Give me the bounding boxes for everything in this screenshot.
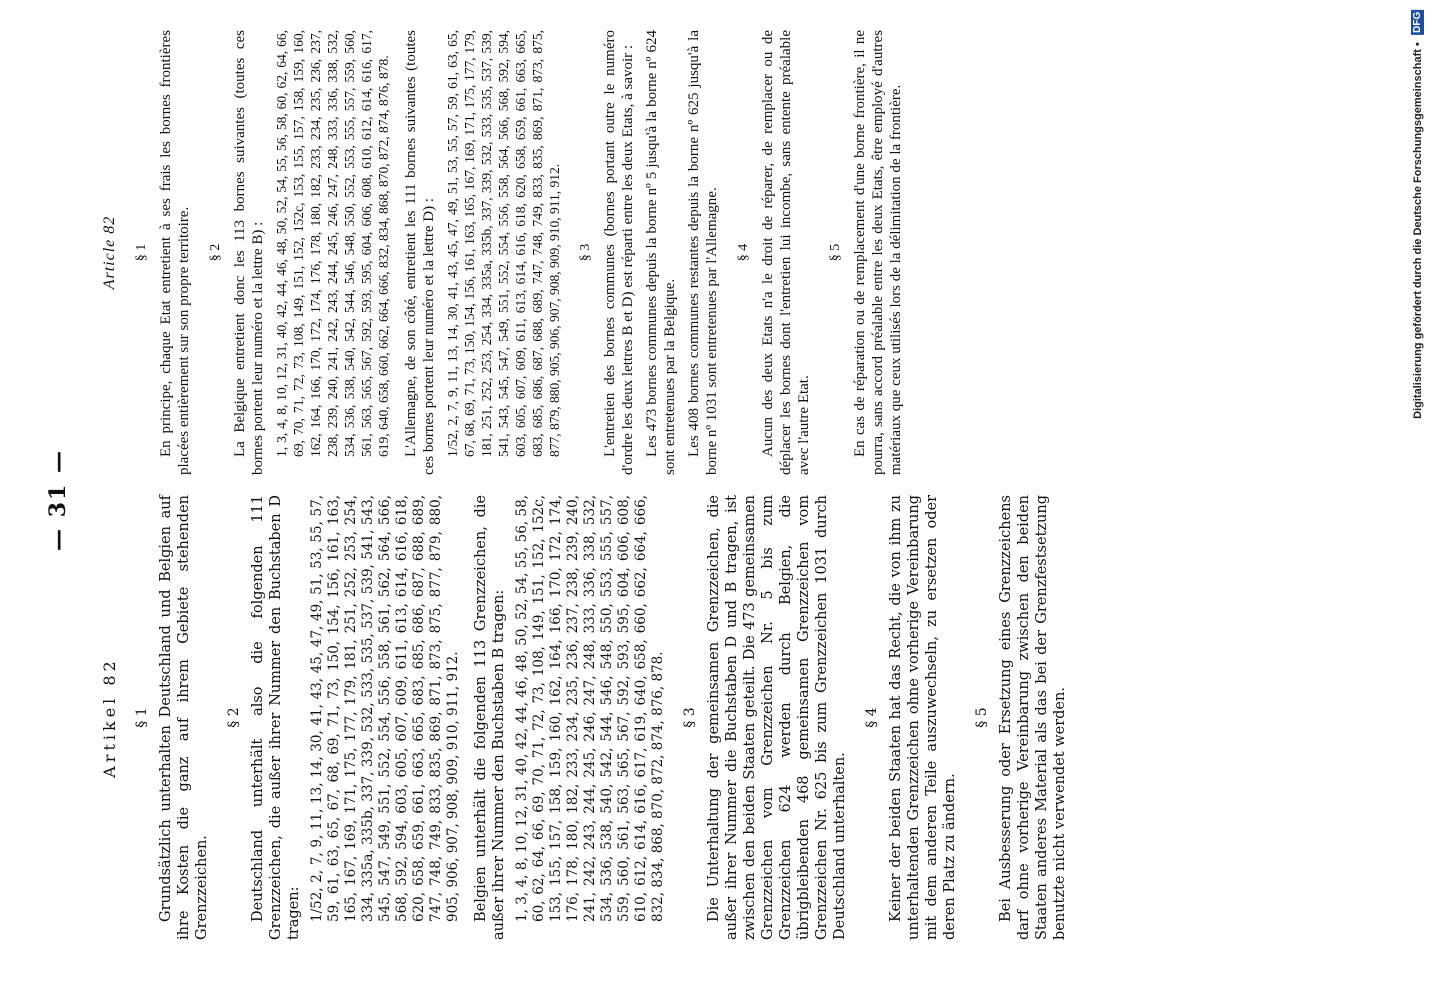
french-s2-text2: L'Allemagne, de son côté, entretient les 111 bornes suivantes (toutes ces bornes portent leur numéro et la lettre D) : (403, 30, 437, 475)
french-s3-text2: Les 473 bornes communes depuis la borne nº 5 jusqu'à la borne nº 624 sont entretenues par la Belgique. (644, 30, 678, 475)
dfg-logo-icon: DFG (1412, 12, 1423, 34)
french-s4-text: Aucun des deux Etats n'a le droit de réparer, de remplacer ou de déplacer les bornes dont l'entretien lui incombe, sans entente préalable avec l'autre Etat. (760, 30, 812, 475)
german-s2-numbers2: 1, 3, 4, 8, 10, 12, 31, 40, 42, 44, 46, 48, 50, 52, 54, 55, 56, 58, 60, 62, 64, 66, 69, 70, 71, 72, 73, 108, 149, 151, 152, 152c, 153, 155, 157, 158, 159, 160, 162, 164, 166, 170, 172, 174, 176, 178, 180, 182, 233, 234, 235, 236, 237, 238, 239, 240, 241, 242, 243, 244, 245, 246, 247, 248, 333, 336, 338, 532, 534, 536, 538, 540, 542, 544, 546, 548, 550, 553, 555, 557, 559, 560, 561, 563, 565, 567, 592, 593, 595, 604, 606, 608, 610, 612, 614, 616, 617, 619, 640, 658, 660, 662, 664, 666, 832, 834, 868, 870, 872, 874, 876, 878. (514, 495, 666, 922)
german-s5-title: § 5 (974, 707, 990, 728)
french-s2-text1: La Belgique entretient donc les 113 bornes suivantes (toutes ces bornes portent leur numéro et la lettre B) : (232, 30, 266, 475)
german-s1-title: § 1 (134, 707, 150, 728)
french-s1-title: § 1 (134, 243, 149, 262)
german-s3-text: Die Unterhaltung der gemeinsamen Grenzzeichen, die außer ihrer Nummer die Buchstaben D und B tragen, ist zwischen den beiden Staaten geteilt. Die 473 gemeinsamen Grenzzeichen vom Grenzzeichen Nr. 5 bis zum Grenzzeichen 624 werden durch Belgien, die übrigbleibenden 468 gemeinsamen Grenzzeichen vom Grenzzeichen Nr. 625 bis zum Grenzzeichen 1031 durch Deutschland unterhalten. (706, 495, 848, 940)
german-s4-text: Keiner der beiden Staaten hat das Recht, die von ihm zu unterhaltenden Grenzzeichen ohne vorherige Vereinbarung mit dem anderen Teile auszuwechseln, zu ersetzen oder deren Platz zu ändern. (888, 495, 958, 940)
german-s2-numbers1: 1/52, 2, 7, 9, 11, 13, 14, 30, 41, 43, 45, 47, 49, 51, 53, 55, 57, 59, 61, 63, 65, 67, 68, 69, 71, 73, 150, 154, 156, 161, 163, 165, 167, 169, 171, 175, 177, 179, 181, 251, 252, 253, 254, 334, 335a, 335b, 337, 339, 532, 533, 535, 537, 539, 541, 543, 545, 547, 549, 551, 552, 554, 556, 558, 561, 562, 564, 566, 568, 592, 594, 603, 605, 607, 609, 611, 613, 614, 616, 618, 620, 658, 659, 661, 663, 665, 683, 685, 686, 687, 688, 689, 747, 748, 749, 833, 835, 869, 871, 873, 875, 877, 879, 880, 905, 906, 907, 908, 909, 910, 911, 912. (309, 495, 461, 922)
french-column (97, 30, 911, 475)
french-s5-title: § 5 (828, 243, 843, 262)
document-page (27, 20, 1407, 980)
french-s5-text: En cas de réparation ou de remplacement d'une borne frontière, il ne pourra, sans accord préalable entre les deux Etats, être employé d'autres matériaux que ceux utilisés lors de la délimitation de la frontière. (852, 30, 904, 475)
page-number: — 31 — (45, 449, 71, 551)
german-s1-text: Grundsätzlich unterhalten Deutschland und Belgien auf ihre Kosten die ganz auf ihrem Gebiete stehenden Grenzzeichen. (158, 495, 210, 940)
german-article-title: Artikel 82 (100, 657, 119, 778)
french-s3-text3: Les 408 bornes communes restantes depuis la borne nº 625 jusqu'à la borne nº 1031 sont entretenues par l'Allemagne. (686, 30, 720, 475)
dfg-sidebar (1402, 0, 1428, 1000)
french-article-title: Article 82 (101, 215, 118, 290)
french-s4-title: § 4 (736, 243, 751, 262)
german-s4-title: § 4 (864, 707, 880, 728)
french-s3-text1: L'entretien des bornes communes (bornes portant outre le numéro d'ordre les deux lettres B et D) est réparti entre les deux Etats, à savoir : (602, 30, 636, 475)
dfg-sidebar-text: Digitalisierung gefördert durch die Deutsche Forschungsgemeinschaft • (1412, 42, 1424, 419)
german-s2-title: § 2 (226, 707, 242, 728)
french-s1-text: En principe, chaque Etat entretient à ses frais les bornes frontières placées entièrement sur son propre territoire. (158, 30, 192, 475)
french-s2-title: § 2 (208, 243, 223, 262)
french-s2-numbers2: 1/52, 2, 7, 9, 11, 13, 14, 30, 41, 43, 45, 47, 49, 51, 53, 55, 57, 59, 61, 63, 65, 67, 68, 69, 71, 73, 150, 154, 156, 161, 163, 165, 167, 169, 171, 175, 177, 179, 181, 251, 252, 253, 254, 334, 335a, 335b, 337, 339, 532, 533, 535, 537, 539, 541, 543, 545, 547, 549, 551, 552, 554, 556, 558, 564, 566, 568, 592, 594, 603, 605, 607, 609, 611, 613, 614, 616, 618, 620, 658, 659, 661, 663, 665, 683, 685, 686, 687, 688, 689, 747, 748, 749, 833, 835, 869, 871, 873, 875, 877, 879, 880, 905, 906, 907, 908, 909, 910, 911, 912. (445, 30, 562, 457)
german-s2-text1: Deutschland unterhält also die folgenden 111 Grenzzeichen, die außer ihrer Nummer den Buchstaben D tragen: (250, 495, 302, 940)
french-s3-title: § 3 (578, 243, 593, 262)
german-s2-text2: Belgien unterhält die folgenden 113 Grenzzeichen, die außer ihrer Nummer den Buchstaben B tragen: (473, 495, 507, 940)
german-s3-title: § 3 (682, 707, 698, 728)
german-s5-text: Bei Ausbesserung oder Ersetzung eines Grenzzeichens darf ohne vorherige Vereinbarung zwischen den beiden Staaten anderes Material als das bei der Grenzfestsetzung benutzte nicht verwendet werden. (998, 495, 1068, 940)
french-s2-numbers1: 1, 3, 4, 8, 10, 12, 31, 40, 42, 44, 46, 48, 50, 52, 54, 55, 56, 58, 60, 62, 64, 66, 69, 70, 71, 72, 73, 108, 149, 151, 152, 152c, 153, 155, 157, 158, 159, 160, 162, 164, 166, 170, 172, 174, 176, 178, 180, 182, 233, 234, 235, 236, 237, 238, 239, 240, 241, 242, 243, 244, 245, 246, 247, 248, 333, 336, 338, 532, 534, 536, 538, 540, 542, 544, 546, 548, 550, 552, 553, 555, 557, 559, 560, 561, 563, 565, 567, 592, 593, 595, 604, 606, 608, 610, 612, 614, 616, 617, 619, 640, 658, 660, 662, 664, 666, 832, 834, 868, 870, 872, 874, 876, 878. (274, 30, 391, 457)
german-column (97, 495, 1075, 940)
